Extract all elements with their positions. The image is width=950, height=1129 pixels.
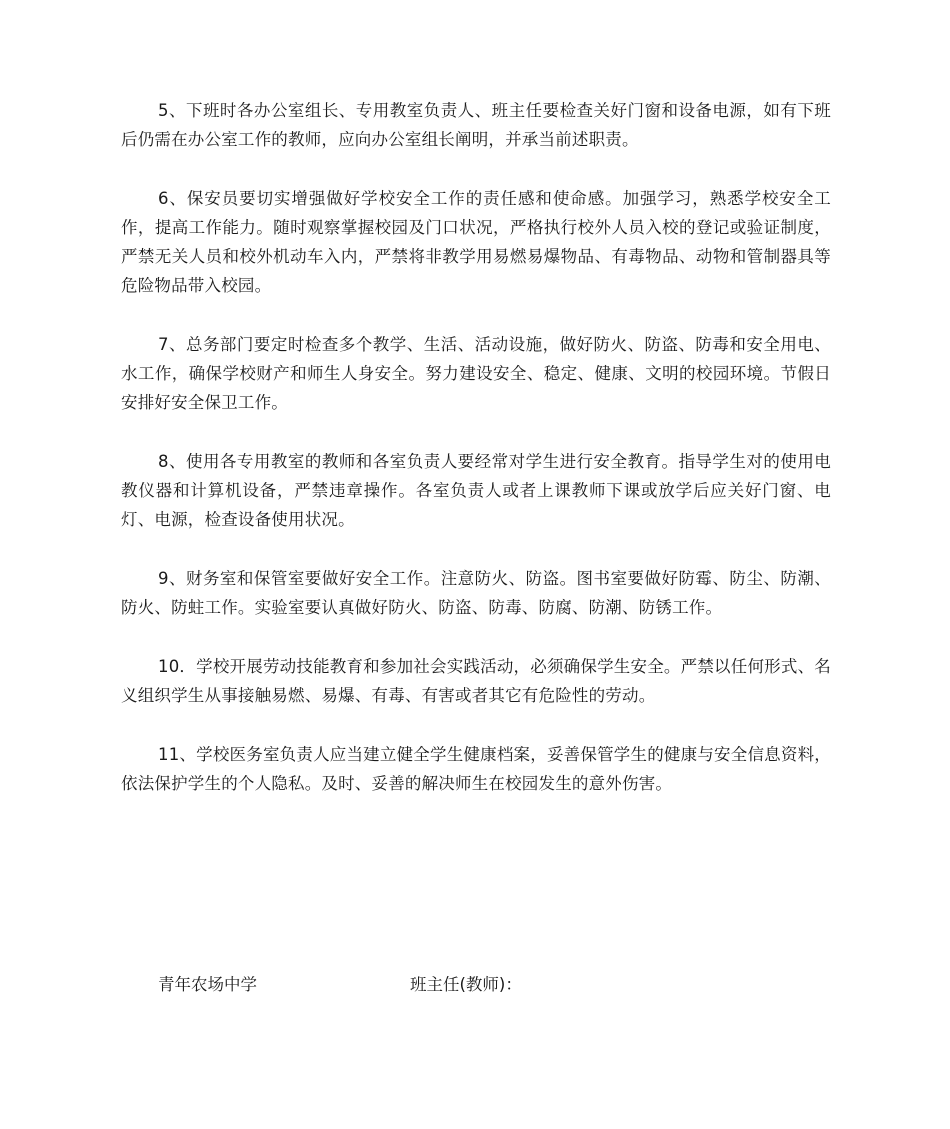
teacher-signature-label: 班主任(教师)： bbox=[410, 975, 522, 994]
rule-paragraph-6: 6、保安员要切实增强做好学校安全工作的责任感和使命感。加强学习，熟悉学校安全工作，提高工作能力。随时观察掌握校园及门口状况，严格执行校外人员入校的登记或验证制度，严禁无关人员和校外机动车入内，严禁将非教学用易燃易爆物品、有毒物品、动物和管制器具等危险物品带入校园。 bbox=[121, 189, 831, 295]
rule-paragraph-8: 8、使用各专用教室的教师和各室负责人要经常对学生进行安全教育。指导学生对的使用电教仪器和计算机设备，严禁违章操作。各室负责人或者上课教师下课或放学后应关好门窗、电灯、电源，检查设备使用状况。 bbox=[121, 452, 831, 529]
rule-paragraph-5: 5、下班时各办公室组长、专用教室负责人、班主任要检查关好门窗和设备电源，如有下班后仍需在办公室工作的教师，应向办公室组长阐明，并承当前述职责。 bbox=[121, 101, 831, 149]
signature-line bbox=[158, 970, 758, 999]
school-name: 青年农场中学 bbox=[158, 975, 257, 994]
document-body bbox=[121, 96, 831, 828]
rule-paragraph-9: 9、财务室和保管室要做好安全工作。注意防火、防盗。图书室要做好防霉、防尘、防潮、防火、防蛀工作。实验室要认真做好防火、防盗、防毒、防腐、防潮、防锈工作。 bbox=[121, 569, 831, 617]
rule-paragraph-11: 11、学校医务室负责人应当建立健全学生健康档案，妥善保管学生的健康与安全信息资料，依法保护学生的个人隐私。及时、妥善的解决师生在校园发生的意外伤害。 bbox=[121, 745, 831, 793]
rule-paragraph-10: 10．学校开展劳动技能教育和参加社会实践活动，必须确保学生安全。严禁以任何形式、名义组织学生从事接触易燃、易爆、有毒、有害或者其它有危险性的劳动。 bbox=[121, 657, 831, 705]
rule-paragraph-7: 7、总务部门要定时检查多个教学、生活、活动设施，做好防火、防盗、防毒和安全用电、水工作，确保学校财产和师生人身安全。努力建设安全、稳定、健康、文明的校园环境。节假日安排好安全保卫工作。 bbox=[121, 335, 831, 412]
